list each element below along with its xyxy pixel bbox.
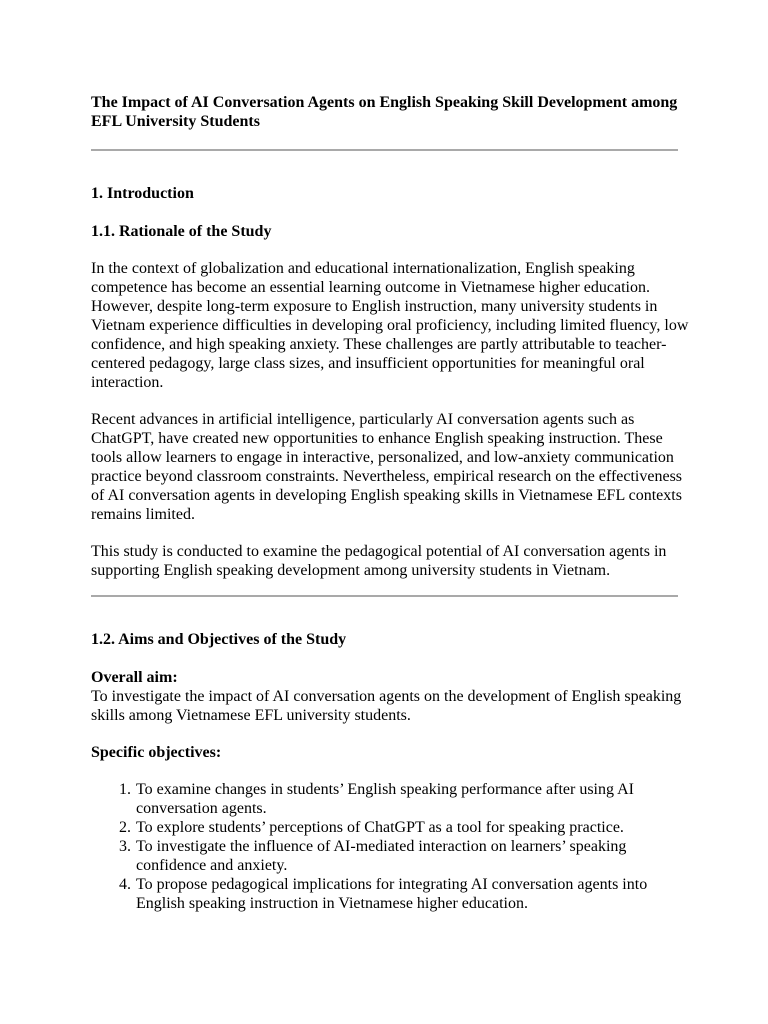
list-item-number: 2. [119,819,131,836]
document-title: The Impact of AI Conversation Agents on English Speaking Skill Development among EFL University Students [91,94,678,130]
list-item [91,837,691,875]
list-item-text: To explore students’ perceptions of ChatGPT as a tool for speaking practice. [136,819,624,836]
horizontal-rule [91,595,678,597]
document-page [91,93,691,913]
objectives-list [91,780,691,913]
section-heading-rationale: 1.1. Rationale of the Study [91,223,272,240]
list-item-number: 4. [119,876,131,893]
overall-aim-label: Overall aim: [91,669,178,686]
list-item-text: To investigate the influence of AI-mediated interaction on learners’ speaking confidence and anxiety. [136,838,627,874]
horizontal-rule [91,149,678,151]
overall-aim-text: To investigate the impact of AI conversation agents on the development of English speaking skills among Vietnamese EFL university students. [91,688,682,724]
list-item-number: 3. [119,838,131,855]
section-heading-introduction: 1. Introduction [91,185,194,202]
list-item-text: To propose pedagogical implications for integrating AI conversation agents into English speaking instruction in Vietnamese higher education. [136,876,648,912]
section-heading-aims: 1.2. Aims and Objectives of the Study [91,631,347,648]
paragraph-rationale-3: This study is conducted to examine the pedagogical potential of AI conversation agents in supporting English speaking development among university students in Vietnam. [91,543,667,579]
list-item-text: To examine changes in students’ English speaking performance after using AI conversation agents. [136,781,634,817]
paragraph-rationale-2: Recent advances in artificial intelligence, particularly AI conversation agents such as ChatGPT, have created new opportunities to enhance English speaking instruction. These tools allow learners to engage in interactive, personalized, and low-anxiety communication practice beyond classroom constraints. Nevertheless, empirical research on the effectiveness of AI conversation agents in developing English speaking skills in Vietnamese EFL contexts remains limited. [91,411,683,523]
list-item-number: 1. [119,781,131,798]
specific-objectives-label: Specific objectives: [91,744,222,761]
paragraph-rationale-1: In the context of globalization and educational internationalization, English speaking competence has become an essential learning outcome in Vietnamese higher education. However, despite long-term exposure to English instruction, many university students in Vietnam experience difficulties in developing oral proficiency, including limited fluency, low confidence, and high speaking anxiety. These challenges are partly attributable to teacher-centered pedagogy, large class sizes, and insufficient opportunities for meaningful oral interaction. [91,260,689,391]
list-item [91,875,691,913]
list-item [91,780,691,818]
list-item [91,818,691,837]
